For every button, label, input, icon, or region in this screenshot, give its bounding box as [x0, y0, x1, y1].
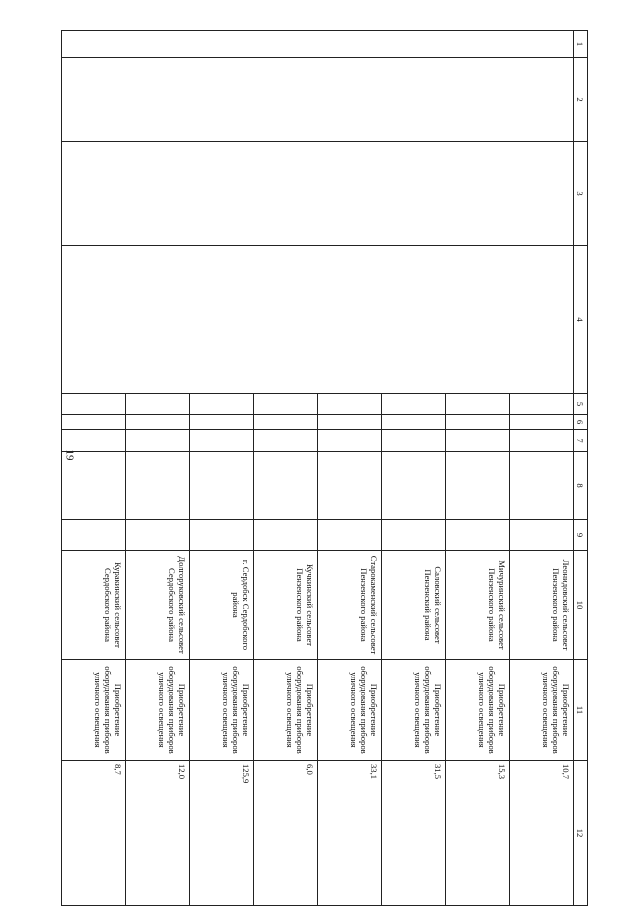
- column-number: 11: [574, 660, 588, 761]
- empty-cell: [126, 430, 190, 452]
- empty-cell: [446, 520, 510, 551]
- amount-cell: 10,7: [510, 761, 574, 906]
- empty-cell: [254, 520, 318, 551]
- purpose-cell: Приобретение оборудования приборов уличного освещения: [62, 660, 126, 761]
- empty-cell: [254, 452, 318, 520]
- empty-cell: [318, 394, 382, 415]
- empty-cell: [510, 394, 574, 415]
- column-number-row: [574, 31, 588, 906]
- empty-cell: [382, 394, 446, 415]
- empty-cell: [510, 415, 574, 430]
- empty-cell: [190, 452, 254, 520]
- municipality-cell: Мичуринский сельсовет Пензенского района: [446, 551, 510, 660]
- empty-cell: [126, 394, 190, 415]
- purpose-cell: Приобретение оборудования приборов уличного освещения: [318, 660, 382, 761]
- rotated-table-container: [63, 30, 588, 905]
- table-body: [62, 31, 588, 906]
- empty-cell: [190, 394, 254, 415]
- budget-table: [61, 30, 588, 906]
- municipality-cell: Долгоруковский сельсовет Сердобского района: [126, 551, 190, 660]
- municipality-cell: г. Сердобск Сердобского района: [190, 551, 254, 660]
- column-number: 2: [574, 58, 588, 142]
- municipality-cell: Саловский сельсовет Пензенский района: [382, 551, 446, 660]
- empty-cell: [62, 394, 126, 415]
- empty-cell: [62, 449, 126, 520]
- empty-cell: [62, 31, 574, 58]
- empty-cell: [62, 430, 126, 452]
- empty-cell: [62, 415, 126, 430]
- empty-cell: [254, 394, 318, 415]
- purpose-cell: Приобретение оборудования приборов уличного освещения: [190, 660, 254, 761]
- column-number: 12: [574, 761, 588, 906]
- purpose-cell: Приобретение оборудования приборов уличного освещения: [126, 660, 190, 761]
- empty-cell: [446, 452, 510, 520]
- empty-cell: [510, 520, 574, 551]
- empty-cell: [382, 430, 446, 452]
- column-number: 4: [574, 246, 588, 394]
- empty-cell: [318, 415, 382, 430]
- empty-cell: [510, 452, 574, 520]
- empty-cell: [446, 415, 510, 430]
- amount-cell: 15,3: [446, 761, 510, 906]
- amount-cell: 6,0: [254, 761, 318, 906]
- purpose-cell: Приобретение оборудования приборов уличного освещения: [254, 660, 318, 761]
- empty-cell: [382, 452, 446, 520]
- empty-cell: [254, 430, 318, 452]
- empty-cell: [382, 415, 446, 430]
- purpose-cell: Приобретение оборудования приборов уличного освещения: [510, 660, 574, 761]
- empty-cell: [62, 246, 574, 394]
- empty-cell: [126, 415, 190, 430]
- column-number: 1: [574, 31, 588, 58]
- municipality-cell: Леонидовский сельсовет Пензенского района: [510, 551, 574, 660]
- column-number: 7: [574, 430, 588, 452]
- amount-cell: 125,9: [190, 761, 254, 906]
- page-number: 19: [63, 449, 76, 461]
- empty-cell: [126, 452, 190, 520]
- empty-cell: [62, 58, 574, 142]
- empty-cell: [62, 520, 126, 551]
- column-number: 3: [574, 142, 588, 246]
- empty-cell: [190, 415, 254, 430]
- amount-cell: 31,5: [382, 761, 446, 906]
- municipality-cell: Кучкинский сельсовет Пензенского района: [254, 551, 318, 660]
- column-number: 6: [574, 415, 588, 430]
- empty-cell: [190, 430, 254, 452]
- empty-cell: [318, 520, 382, 551]
- column-number: 5: [574, 394, 588, 415]
- empty-cell: [190, 520, 254, 551]
- empty-cell: [382, 520, 446, 551]
- empty-cell: [510, 430, 574, 452]
- empty-cell: [318, 452, 382, 520]
- column-number: 9: [574, 520, 588, 551]
- empty-cell: [254, 415, 318, 430]
- municipality-cell: Куракинский сельсовет Сердобского района: [62, 551, 126, 660]
- column-number: 8: [574, 452, 588, 520]
- empty-cell: [126, 520, 190, 551]
- purpose-cell: Приобретение оборудования приборов уличного освещения: [382, 660, 446, 761]
- table-row: [510, 31, 574, 906]
- amount-cell: 12,0: [126, 761, 190, 906]
- purpose-cell: Приобретение оборудования приборов уличного освещения: [446, 660, 510, 761]
- empty-cell: [446, 394, 510, 415]
- municipality-cell: Старокаменский сельсовет Пензенского района: [318, 551, 382, 660]
- empty-cell: [62, 142, 574, 246]
- column-number: 10: [574, 551, 588, 660]
- empty-cell: [318, 430, 382, 452]
- amount-cell: 8,7: [62, 761, 126, 906]
- amount-cell: 33,1: [318, 761, 382, 906]
- empty-cell: [446, 430, 510, 452]
